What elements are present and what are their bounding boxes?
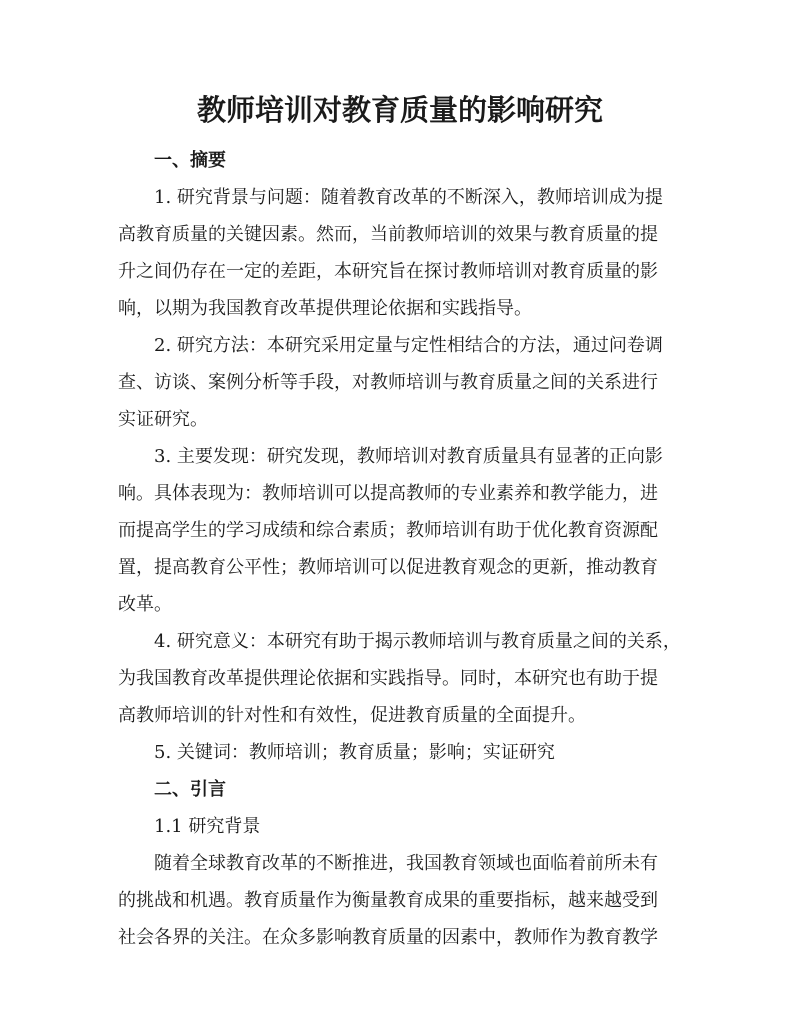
paragraph-line: 高教师培训的针对性和有效性，促进教育质量的全面提升。 — [118, 705, 586, 726]
document-body — [118, 142, 686, 956]
paragraph-line: 为我国教育改革提供理论依据和实践指导。同时，本研究也有助于提 — [118, 668, 658, 689]
paragraph-line: 5. 关键词：教师培训；教育质量；影响；实证研究 — [154, 742, 555, 763]
paragraph-line: 1. 研究背景与问题：随着教育改革的不断深入，教师培训成为提 — [154, 187, 663, 208]
paragraph-line: 1.1 研究背景 — [154, 816, 261, 837]
paragraph-line: 而提高学生的学习成绩和综合素质；教师培训有助于优化教育资源配 — [118, 520, 658, 541]
paragraph-line: 3. 主要发现：研究发现，教师培训对教育质量具有显著的正向影 — [154, 446, 663, 467]
paragraph-line: 响，以期为我国教育改革提供理论依据和实践指导。 — [118, 298, 532, 319]
paragraph-line: 随着全球教育改革的不断推进，我国教育领域也面临着前所未有 — [154, 853, 658, 874]
paragraph-line: 升之间仍存在一定的差距，本研究旨在探讨教师培训对教育质量的影 — [118, 261, 658, 282]
paragraph-line: 社会各界的关注。在众多影响教育质量的因素中，教师作为教育教学 — [118, 927, 658, 948]
paragraph-line: 实证研究。 — [118, 409, 208, 430]
paragraph-line: 高教育质量的关键因素。然而，当前教师培训的效果与教育质量的提 — [118, 224, 658, 245]
document-title: 教师培训对教育质量的影响研究 — [196, 93, 603, 127]
paragraph-line: 查、访谈、案例分析等手段，对教师培训与教育质量之间的关系进行 — [118, 372, 658, 393]
paragraph-line: 4. 研究意义：本研究有助于揭示教师培训与教育质量之间的关系， — [154, 631, 681, 652]
paragraph-line: 改革。 — [118, 594, 172, 615]
section-heading: 二、引言 — [154, 779, 226, 800]
paragraph-line: 置，提高教育公平性；教师培训可以促进教育观念的更新，推动教育 — [118, 557, 658, 578]
paragraph-line: 响。具体表现为：教师培训可以提高教师的专业素养和教学能力，进 — [118, 483, 658, 504]
section-heading: 一、摘要 — [154, 150, 226, 171]
paragraph-line: 2. 研究方法：本研究采用定量与定性相结合的方法，通过问卷调 — [154, 335, 663, 356]
paragraph-line: 的挑战和机遇。教育质量作为衡量教育成果的重要指标，越来越受到 — [118, 890, 658, 911]
